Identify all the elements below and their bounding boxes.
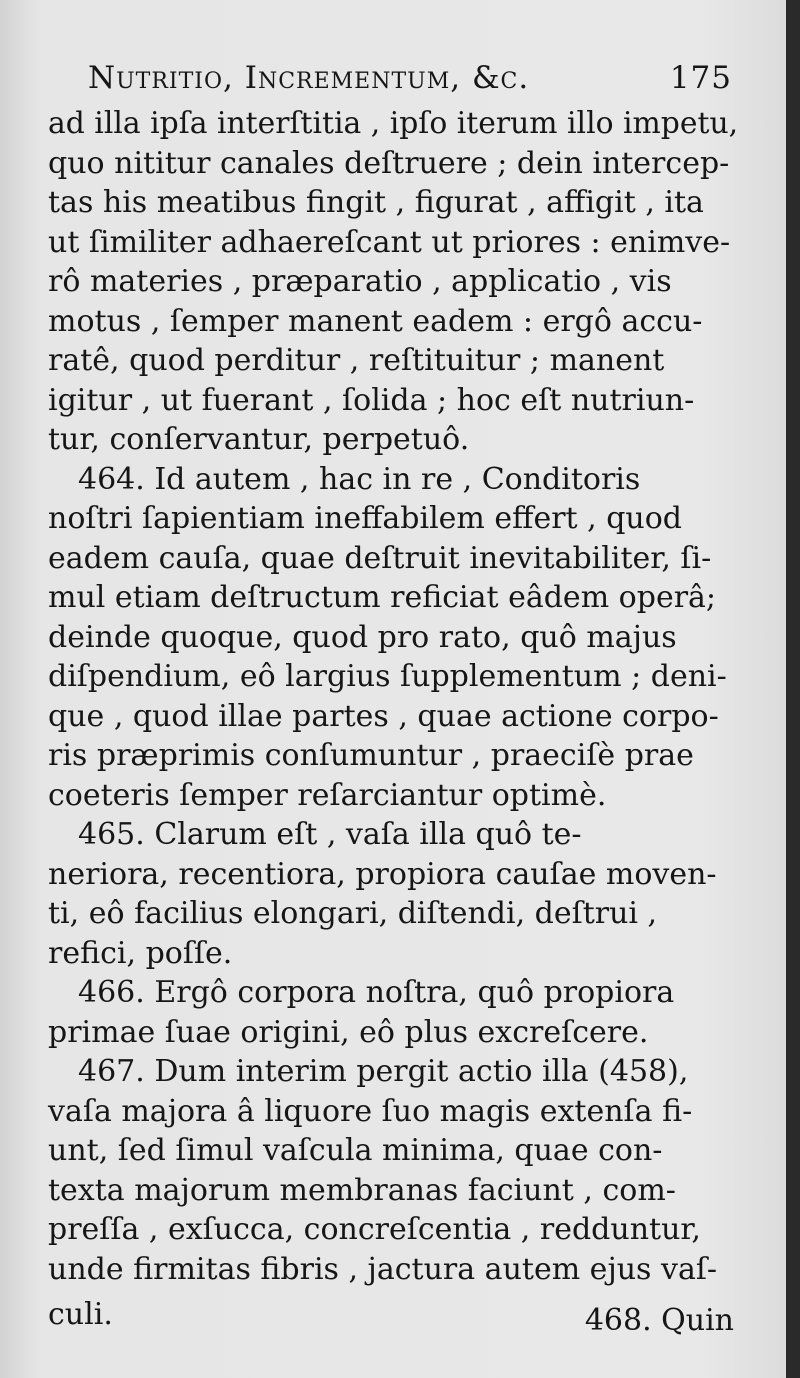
text-line: 466. Ergô corpora noſtra, quô propiora [78, 975, 675, 1010]
text-line: mul etiam deſtructum reficiat eâdem operâ; [48, 580, 717, 615]
text-line: neriora, recentiora, propiora cauſae moven- [48, 856, 717, 892]
page-number: 175 [669, 60, 732, 96]
catchword: 468. Quin [584, 1303, 734, 1338]
text-line: ris præprimis conſumuntur , praeciſè prae [48, 738, 694, 773]
text-line: refici, poſſe. [48, 935, 233, 971]
text-line: quo nititur canales deſtruere ; dein intercep- [48, 145, 730, 181]
text-line: noſtri ſapientiam ineffabilem effert , quod [48, 501, 683, 536]
final-line-text: culi. [48, 1297, 113, 1332]
text-line: igitur , ut fuerant , ſolida ; hoc eſt nutriun- [48, 382, 695, 418]
text-line: eadem cauſa, quae deſtruit inevitabiliter, ſi- [48, 540, 712, 576]
text-line: deinde quoque, quod pro rato, quô majus [48, 619, 677, 655]
text-line: preſſa , exſucca, concreſcentia , redduntur, [48, 1212, 701, 1247]
text-line: ad illa ipſa interſtitia , ipſo iterum illo impetu, [48, 106, 739, 141]
text-line: diſpendium, eô largius ſupplementum ; deni- [48, 659, 727, 694]
text-line: unt, ſed ſimul vaſcula minima, quae con- [48, 1133, 663, 1168]
text-line: primae ſuae origini, eô plus excreſcere. [48, 1014, 649, 1050]
text-line: ti, eô facilius elongari, diſtendi, deſtrui , [48, 896, 658, 931]
text-line: tas his meatibus fingit , figurat , affigit , ita [48, 185, 704, 220]
text-line: 464. Id autem , hac in re , Conditoris [78, 461, 641, 497]
text-line: texta majorum membranas faciunt , com- [48, 1172, 676, 1208]
running-head [88, 56, 740, 104]
final-line [48, 1295, 738, 1338]
text-line: motus , ſemper manent eadem : ergô accu- [48, 303, 703, 339]
text-line: ratê, quod perditur , reſtituitur ; manent [48, 343, 665, 378]
body-text [48, 104, 738, 1289]
text-line: 465. Clarum eſt , vaſa illa quô te- [78, 817, 582, 852]
text-line: 467. Dum interim pergit actio illa (458), [78, 1054, 689, 1089]
text-line: rô materies , præparatio , applicatio , vis [48, 264, 672, 299]
text-line: tur, conſervantur, perpetuô. [48, 422, 470, 457]
text-line: ut ſimiliter adhaereſcant ut priores : enimve- [48, 224, 731, 260]
running-head-title: Nutritio, Incrementum, &c. [88, 60, 530, 96]
text-line: vaſa majora â liquore ſuo magis extenſa fi- [48, 1093, 693, 1129]
text-line: unde firmitas fibris , jactura autem ejus vaſ- [48, 1251, 718, 1287]
text-line: coeteris ſemper reſarciantur optimè. [48, 777, 607, 813]
text-line: que , quod illae partes , quae actione corpo- [48, 698, 719, 734]
